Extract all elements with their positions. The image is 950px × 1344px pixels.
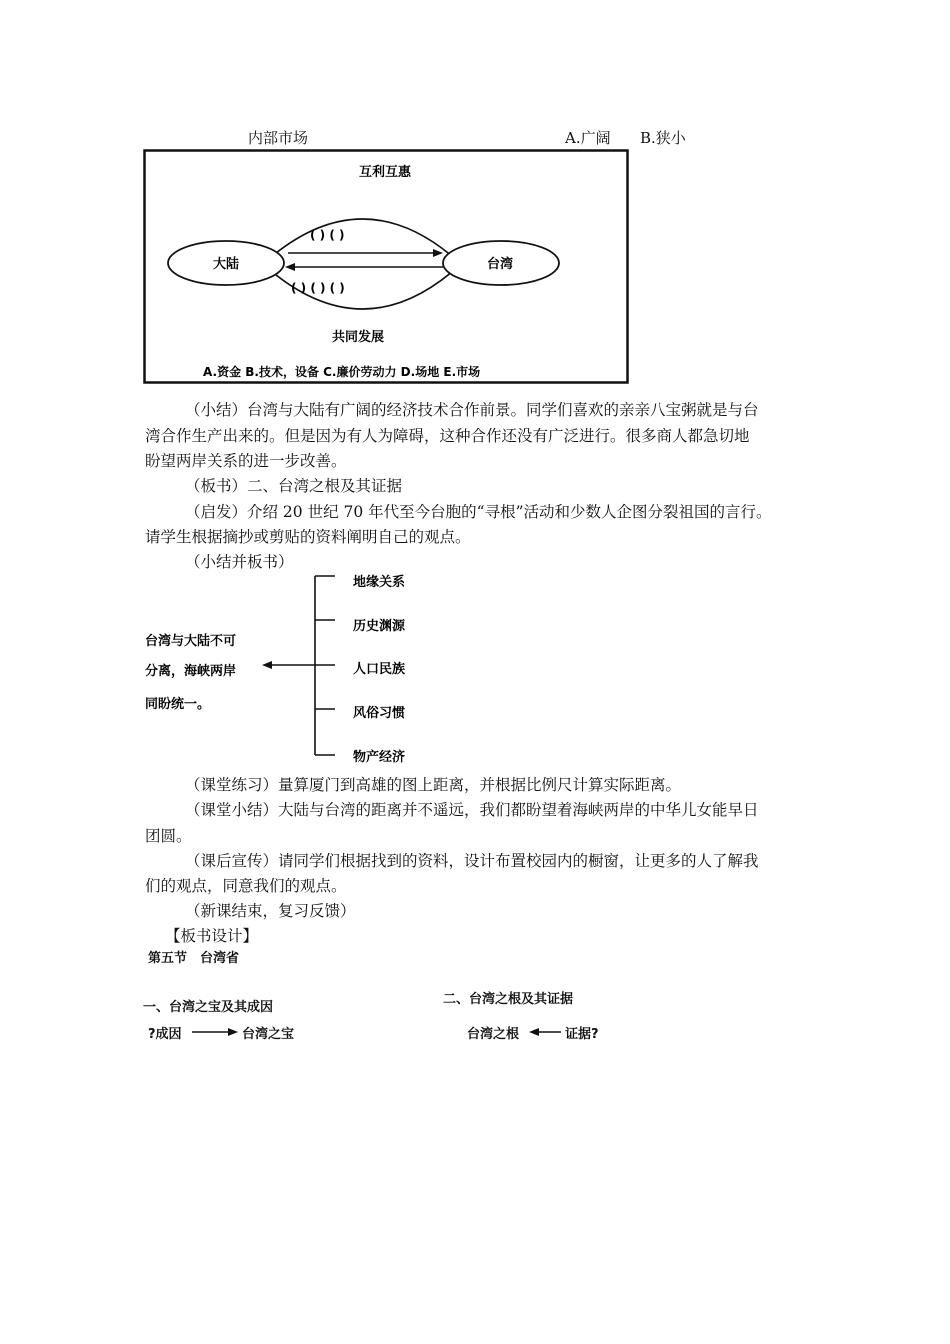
- class-summary-line-2: 团圆。: [145, 827, 192, 845]
- summary-line-3: 盼望两岸关系的进一步改善。: [145, 452, 347, 470]
- item-2: 历史渊源: [353, 619, 406, 634]
- diagram-options: A.资金 B.技术，设备 C.廉价劳动力 D.场地 E.市场: [203, 365, 481, 379]
- item-5: 物产经济: [353, 750, 406, 765]
- summary-line-2: 湾合作生产出来的。但是因为有人为障碍，这种合作还没有广泛进行。很多商人都急切地: [145, 427, 750, 445]
- arrow-head-left: [285, 263, 295, 271]
- option-b: B.狭小: [640, 129, 686, 147]
- board-design-heading: 【板书设计】: [165, 927, 259, 945]
- lesson-end-line: （新课结束，复习反馈）: [185, 902, 356, 920]
- part2-arrow: [527, 1024, 563, 1040]
- part1-treasure: 台湾之宝: [242, 1027, 295, 1042]
- item-3: 人口民族: [353, 662, 406, 677]
- upper-blanks: ( ) ( ): [310, 228, 345, 242]
- section-title: 第五节 台湾省: [148, 951, 240, 966]
- summary-board-label: （小结并板书）: [185, 553, 294, 571]
- part1-title: 一、台湾之宝及其成因: [143, 1000, 274, 1015]
- part2-title: 二、台湾之根及其证据: [443, 992, 574, 1007]
- publicity-line-2: 们的观点，同意我们的观点。: [145, 877, 347, 895]
- class-summary-line-1: （课堂小结）大陆与台湾的距离并不遥远，我们都盼望着海峡两岸的中华儿女能早日: [185, 801, 759, 819]
- conclusion-line-3: 同盼统一。: [145, 697, 211, 712]
- conclusion-line-1: 台湾与大陆不可: [145, 634, 237, 649]
- common-development-label: 共同发展: [332, 330, 385, 345]
- arrow-head-right: [433, 249, 443, 257]
- board-note-2: （板书）二、台湾之根及其证据: [185, 477, 403, 495]
- mainland-label: 大陆: [213, 257, 240, 272]
- cooperation-diagram: [143, 149, 631, 386]
- part2-root: 台湾之根: [467, 1027, 520, 1042]
- inspire-line-1: （启发）介绍 20 世纪 70 年代至今台胞的“寻根”活动和少数人企图分裂祖国的言行。: [185, 503, 772, 521]
- inspire-line-2: 请学生根据摘抄或剪贴的资料阐明自己的观点。: [145, 528, 471, 546]
- lower-blanks: ( ) ( ) ( ): [291, 281, 345, 295]
- exercise-line: （课堂练习）量算厦门到高雄的图上距离，并根据比例尺计算实际距离。: [185, 776, 682, 794]
- mutual-benefit-label: 互利互惠: [359, 165, 412, 180]
- item-4: 风俗习惯: [353, 706, 406, 721]
- part1-cause: ?成因: [148, 1027, 182, 1042]
- internal-market-label: 内部市场: [248, 129, 309, 147]
- publicity-line-1: （课后宣传）请同学们根据找到的资料，设计布置校园内的橱窗，让更多的人了解我: [185, 852, 759, 870]
- part1-arrow: [190, 1024, 240, 1040]
- root-evidence-diagram: [140, 568, 440, 768]
- part2-evidence: 证据?: [565, 1027, 599, 1042]
- conclusion-line-2: 分离，海峡两岸: [145, 664, 237, 679]
- option-a: A.广阔: [565, 129, 611, 147]
- summary-line-1: （小结）台湾与大陆有广阔的经济技术合作前景。同学们喜欢的亲亲八宝粥就是与台: [185, 401, 759, 419]
- lens-upper-arc: [263, 219, 461, 264]
- item-1: 地缘关系: [353, 575, 406, 590]
- taiwan-label: 台湾: [487, 257, 514, 272]
